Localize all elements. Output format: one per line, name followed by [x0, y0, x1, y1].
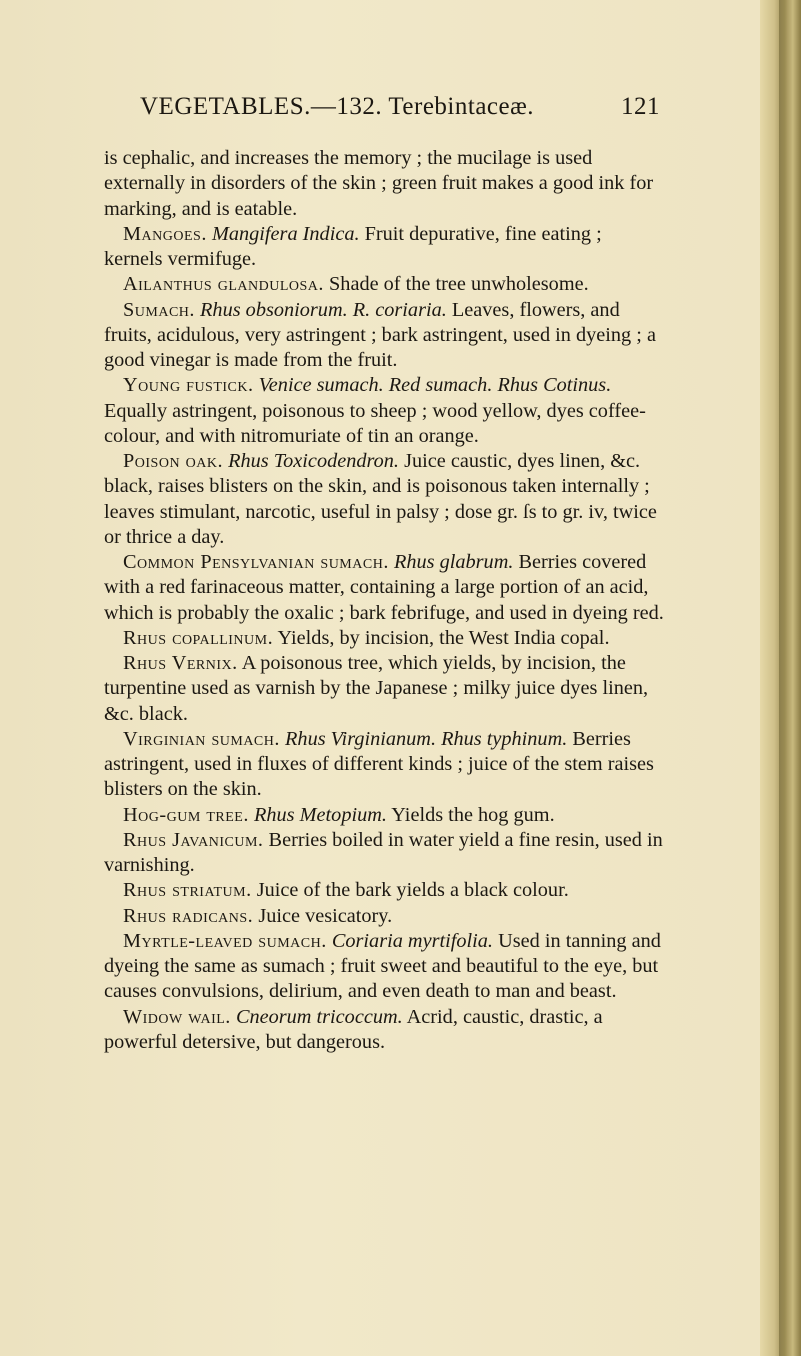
entry-latin-name: Rhus Metopium. [254, 803, 387, 826]
entry-name: Rhus radicans. [123, 904, 254, 927]
entry-description: Berries astringent, used in fluxes of different kinds ; juice of the stem raises blisters on the skin. [104, 727, 654, 801]
page-number: 121 [621, 93, 660, 120]
entry-paragraph [104, 449, 664, 550]
entry-name: Rhus striatum. [123, 879, 252, 902]
entry-description: Shade of the tree unwholesome. [329, 273, 589, 296]
entry-name: Young fustick. [123, 374, 254, 397]
page-text [104, 146, 664, 1055]
entry-paragraph [104, 222, 664, 273]
entry-name: Mangoes. [123, 222, 207, 245]
entry-paragraph [104, 146, 664, 222]
entry-name: Poison oak. [123, 450, 224, 472]
entry-description: Used in tanning and dyeing the same as sumach ; fruit sweet and beautiful to the eye, but causes convulsions, delirium, and even death to man and beast. [104, 929, 661, 1003]
entry-name: Rhus copallinum. [123, 626, 274, 649]
entry-latin-name: Rhus glabrum. [393, 551, 514, 573]
entry-latin-name: Rhus Toxicodendron. [228, 450, 399, 472]
entry-latin-name: Coriaria myrtifolia. [331, 929, 494, 952]
entry-description: Leaves, flowers, and fruits, acidulous, very astringent ; bark astringent, used in dyeing ; a good vinegar is made from the fruit. [104, 298, 656, 371]
spine-band [779, 0, 787, 1356]
entry-name: Virginian sumach. [123, 727, 280, 750]
entry-description: Yields the hog gum. [391, 803, 555, 826]
book-spine-edge [760, 0, 801, 1356]
entry-description: Yields, by incision, the West India copal. [277, 626, 610, 649]
entry-paragraph [104, 550, 664, 626]
entry-description: Juice caustic, dyes linen, &c. black, raises blisters on the skin, and is poisonous taken internally ; leaves stimulant, narcotic, useful in palsy ; dose gr. ſs to gr. iv, twice or thrice a day. [104, 450, 657, 548]
entry-name: Sumach. [123, 298, 195, 321]
entry-paragraph [104, 828, 664, 879]
entry-description: Berries covered with a red farinaceous matter, containing a large portion of an acid, which is probably the oxalic ; bark febrifuge, and used in dyeing red. [104, 551, 664, 624]
entry-description: Fruit depurative, fine eating ; kernels vermifuge. [104, 222, 602, 270]
entry-paragraph [104, 904, 664, 929]
entry-paragraph [104, 803, 664, 828]
entry-name: Hog-gum tree. [123, 803, 249, 826]
entry-paragraph [104, 878, 664, 903]
entry-paragraph [104, 727, 664, 803]
entry-latin-name: Mangifera Indica. [211, 222, 360, 245]
entry-description: Juice of the bark yields a black colour. [256, 879, 569, 902]
running-title: VEGETABLES.—132. Terebintaceæ. [140, 93, 535, 120]
entry-paragraph [104, 272, 664, 297]
entry-paragraph [104, 1005, 664, 1056]
entry-description: Equally astringent, poisonous to sheep ; wood yellow, dyes coffee-colour, and with nitromuriate of tin an orange. [104, 399, 646, 447]
entry-latin-name: Rhus obsoniorum. R. coriaria. [200, 298, 447, 321]
entry-latin-name: Venice sumach. Red sumach. Rhus Cotinus. [258, 374, 612, 397]
entry-description: Berries boiled in water yield a fine resin, used in varnishing. [104, 828, 663, 876]
entry-name: Widow wail. [123, 1005, 231, 1028]
entry-paragraph [104, 929, 664, 1005]
entry-name: Common Pensylvanian sumach. [123, 551, 389, 573]
entry-description: A poisonous tree, which yields, by incision, the turpentine used as varnish by the Japanese ; milky juice dyes linen, &c. black. [104, 652, 649, 725]
entry-name: Myrtle-leaved sumach. [123, 929, 327, 952]
running-header [140, 93, 660, 133]
entry-paragraph [104, 298, 664, 374]
entry-latin-name: Cneorum tricoccum. [235, 1005, 403, 1028]
entry-paragraph [104, 373, 664, 449]
entry-description: is cephalic, and increases the memory ; the mucilage is used externally in disorders of the skin ; green fruit makes a good ink for marking, and is eatable. [104, 147, 654, 220]
entry-latin-name: Rhus Virginianum. Rhus typhinum. [285, 727, 568, 750]
entry-name: Rhus Javanicum. [123, 828, 264, 851]
entry-description: Acrid, caustic, drastic, a powerful detersive, but dangerous. [104, 1005, 603, 1053]
entry-paragraph [104, 651, 664, 727]
entry-description: Juice vesicatory. [258, 904, 393, 927]
entry-name: Ailanthus glandulosa. [123, 273, 324, 296]
entry-paragraph [104, 626, 664, 651]
entry-name: Rhus Vernix. [123, 652, 238, 674]
